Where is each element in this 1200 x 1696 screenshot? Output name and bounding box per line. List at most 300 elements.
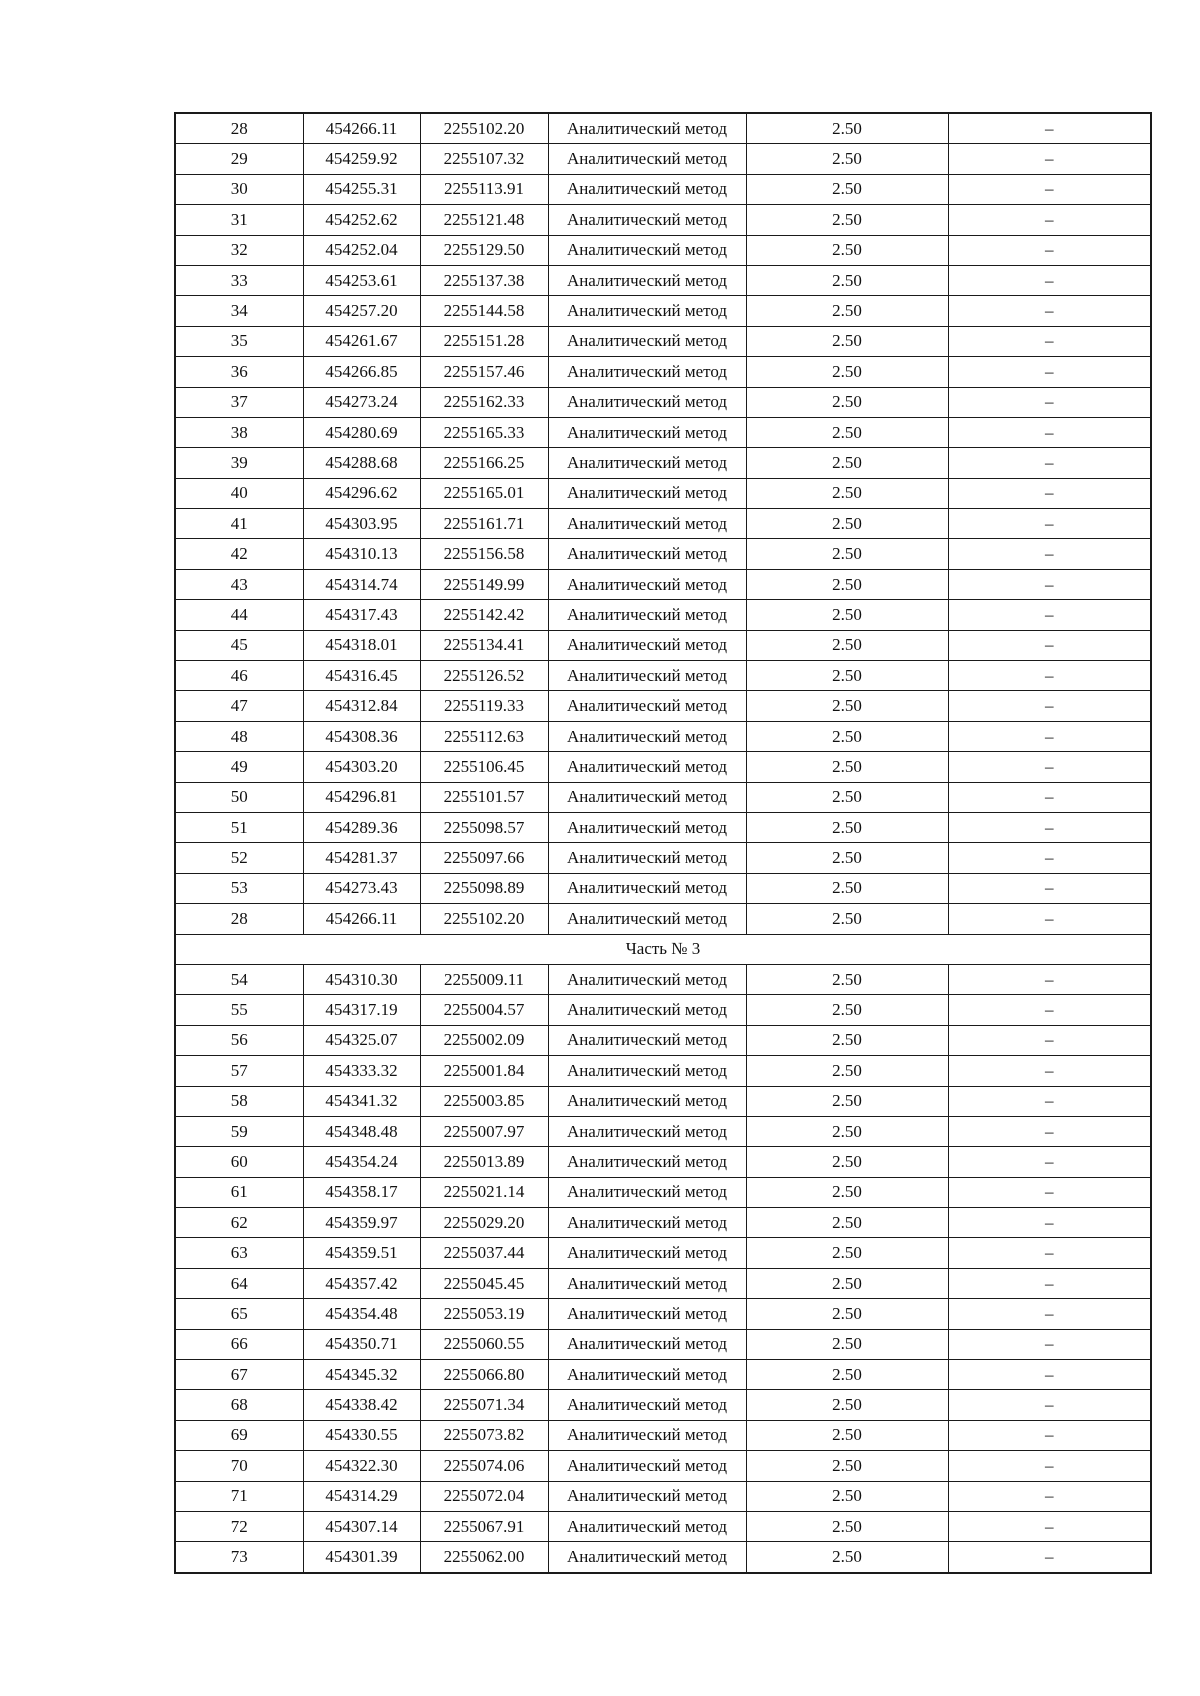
table-row [175, 296, 1151, 326]
point-number-cell: 32 [175, 235, 303, 265]
point-number-cell: 72 [175, 1511, 303, 1541]
section-title: Часть № 3 [175, 934, 1151, 964]
y-coordinate-cell: 2255162.33 [420, 387, 548, 417]
y-coordinate-cell: 2255072.04 [420, 1481, 548, 1511]
method-cell: Аналитический метод [548, 752, 746, 782]
table-row [175, 113, 1151, 144]
x-coordinate-cell: 454317.19 [303, 995, 420, 1025]
table-row [175, 1481, 1151, 1511]
x-coordinate-cell: 454338.42 [303, 1390, 420, 1420]
point-number-cell: 56 [175, 1025, 303, 1055]
x-coordinate-cell: 454266.11 [303, 904, 420, 934]
table-row [175, 661, 1151, 691]
table-row [175, 782, 1151, 812]
y-coordinate-cell: 2255097.66 [420, 843, 548, 873]
table-row [175, 600, 1151, 630]
note-cell: – [948, 174, 1151, 204]
point-number-cell: 30 [175, 174, 303, 204]
method-cell: Аналитический метод [548, 995, 746, 1025]
y-coordinate-cell: 2255003.85 [420, 1086, 548, 1116]
table-row [175, 630, 1151, 660]
point-number-cell: 47 [175, 691, 303, 721]
y-coordinate-cell: 2255101.57 [420, 782, 548, 812]
y-coordinate-cell: 2255037.44 [420, 1238, 548, 1268]
note-cell: – [948, 296, 1151, 326]
accuracy-cell: 2.50 [746, 1177, 948, 1207]
table-row [175, 205, 1151, 235]
point-number-cell: 28 [175, 113, 303, 144]
method-cell: Аналитический метод [548, 417, 746, 447]
method-cell: Аналитический метод [548, 1208, 746, 1238]
table-row [175, 1360, 1151, 1390]
table-row [175, 721, 1151, 751]
y-coordinate-cell: 2255113.91 [420, 174, 548, 204]
y-coordinate-cell: 2255121.48 [420, 205, 548, 235]
note-cell: – [948, 113, 1151, 144]
x-coordinate-cell: 454259.92 [303, 144, 420, 174]
y-coordinate-cell: 2255073.82 [420, 1420, 548, 1450]
table-row [175, 1390, 1151, 1420]
note-cell: – [948, 600, 1151, 630]
point-number-cell: 54 [175, 964, 303, 994]
accuracy-cell: 2.50 [746, 1147, 948, 1177]
table-row [175, 174, 1151, 204]
x-coordinate-cell: 454307.14 [303, 1511, 420, 1541]
point-number-cell: 66 [175, 1329, 303, 1359]
y-coordinate-cell: 2255137.38 [420, 265, 548, 295]
accuracy-cell: 2.50 [746, 843, 948, 873]
method-cell: Аналитический метод [548, 1116, 746, 1146]
note-cell: – [948, 478, 1151, 508]
method-cell: Аналитический метод [548, 630, 746, 660]
point-number-cell: 62 [175, 1208, 303, 1238]
table-row [175, 569, 1151, 599]
accuracy-cell: 2.50 [746, 1086, 948, 1116]
method-cell: Аналитический метод [548, 1299, 746, 1329]
point-number-cell: 70 [175, 1451, 303, 1481]
point-number-cell: 36 [175, 357, 303, 387]
x-coordinate-cell: 454288.68 [303, 448, 420, 478]
note-cell: – [948, 1299, 1151, 1329]
note-cell: – [948, 235, 1151, 265]
accuracy-cell: 2.50 [746, 357, 948, 387]
method-cell: Аналитический метод [548, 964, 746, 994]
x-coordinate-cell: 454354.24 [303, 1147, 420, 1177]
table-row [175, 1299, 1151, 1329]
table-row [175, 387, 1151, 417]
y-coordinate-cell: 2255165.01 [420, 478, 548, 508]
accuracy-cell: 2.50 [746, 205, 948, 235]
y-coordinate-cell: 2255126.52 [420, 661, 548, 691]
y-coordinate-cell: 2255002.09 [420, 1025, 548, 1055]
method-cell: Аналитический метод [548, 326, 746, 356]
method-cell: Аналитический метод [548, 1390, 746, 1420]
method-cell: Аналитический метод [548, 1360, 746, 1390]
note-cell: – [948, 1147, 1151, 1177]
x-coordinate-cell: 454261.67 [303, 326, 420, 356]
x-coordinate-cell: 454310.13 [303, 539, 420, 569]
table-row [175, 1268, 1151, 1298]
method-cell: Аналитический метод [548, 1511, 746, 1541]
x-coordinate-cell: 454357.42 [303, 1268, 420, 1298]
table-row [175, 144, 1151, 174]
x-coordinate-cell: 454312.84 [303, 691, 420, 721]
y-coordinate-cell: 2255161.71 [420, 509, 548, 539]
y-coordinate-cell: 2255102.20 [420, 904, 548, 934]
method-cell: Аналитический метод [548, 812, 746, 842]
point-number-cell: 29 [175, 144, 303, 174]
x-coordinate-cell: 454359.97 [303, 1208, 420, 1238]
table-row [175, 964, 1151, 994]
note-cell: – [948, 509, 1151, 539]
point-number-cell: 44 [175, 600, 303, 630]
accuracy-cell: 2.50 [746, 509, 948, 539]
point-number-cell: 63 [175, 1238, 303, 1268]
note-cell: – [948, 1238, 1151, 1268]
y-coordinate-cell: 2255119.33 [420, 691, 548, 721]
table-row [175, 1542, 1151, 1573]
x-coordinate-cell: 454345.32 [303, 1360, 420, 1390]
note-cell: – [948, 1542, 1151, 1573]
table-row [175, 235, 1151, 265]
note-cell: – [948, 326, 1151, 356]
note-cell: – [948, 1420, 1151, 1450]
accuracy-cell: 2.50 [746, 265, 948, 295]
note-cell: – [948, 1481, 1151, 1511]
note-cell: – [948, 1390, 1151, 1420]
method-cell: Аналитический метод [548, 539, 746, 569]
y-coordinate-cell: 2255144.58 [420, 296, 548, 326]
note-cell: – [948, 448, 1151, 478]
x-coordinate-cell: 454252.62 [303, 205, 420, 235]
y-coordinate-cell: 2255071.34 [420, 1390, 548, 1420]
accuracy-cell: 2.50 [746, 691, 948, 721]
y-coordinate-cell: 2255157.46 [420, 357, 548, 387]
y-coordinate-cell: 2255066.80 [420, 1360, 548, 1390]
note-cell: – [948, 995, 1151, 1025]
method-cell: Аналитический метод [548, 174, 746, 204]
x-coordinate-cell: 454255.31 [303, 174, 420, 204]
accuracy-cell: 2.50 [746, 782, 948, 812]
accuracy-cell: 2.50 [746, 569, 948, 599]
point-number-cell: 33 [175, 265, 303, 295]
point-number-cell: 28 [175, 904, 303, 934]
note-cell: – [948, 144, 1151, 174]
accuracy-cell: 2.50 [746, 1299, 948, 1329]
table-row [175, 417, 1151, 447]
note-cell: – [948, 873, 1151, 903]
accuracy-cell: 2.50 [746, 1056, 948, 1086]
accuracy-cell: 2.50 [746, 448, 948, 478]
y-coordinate-cell: 2255007.97 [420, 1116, 548, 1146]
method-cell: Аналитический метод [548, 1147, 746, 1177]
point-number-cell: 42 [175, 539, 303, 569]
accuracy-cell: 2.50 [746, 1208, 948, 1238]
method-cell: Аналитический метод [548, 296, 746, 326]
section-row [175, 934, 1151, 964]
y-coordinate-cell: 2255166.25 [420, 448, 548, 478]
x-coordinate-cell: 454266.11 [303, 113, 420, 144]
note-cell: – [948, 691, 1151, 721]
x-coordinate-cell: 454322.30 [303, 1451, 420, 1481]
note-cell: – [948, 1360, 1151, 1390]
y-coordinate-cell: 2255098.89 [420, 873, 548, 903]
method-cell: Аналитический метод [548, 1481, 746, 1511]
note-cell: – [948, 721, 1151, 751]
table-row [175, 691, 1151, 721]
point-number-cell: 58 [175, 1086, 303, 1116]
table-row [175, 478, 1151, 508]
accuracy-cell: 2.50 [746, 1268, 948, 1298]
note-cell: – [948, 1056, 1151, 1086]
point-number-cell: 50 [175, 782, 303, 812]
note-cell: – [948, 539, 1151, 569]
accuracy-cell: 2.50 [746, 1420, 948, 1450]
point-number-cell: 51 [175, 812, 303, 842]
note-cell: – [948, 1511, 1151, 1541]
point-number-cell: 41 [175, 509, 303, 539]
y-coordinate-cell: 2255009.11 [420, 964, 548, 994]
point-number-cell: 59 [175, 1116, 303, 1146]
method-cell: Аналитический метод [548, 1268, 746, 1298]
x-coordinate-cell: 454296.81 [303, 782, 420, 812]
x-coordinate-cell: 454354.48 [303, 1299, 420, 1329]
point-number-cell: 35 [175, 326, 303, 356]
note-cell: – [948, 904, 1151, 934]
table-row [175, 1451, 1151, 1481]
y-coordinate-cell: 2255134.41 [420, 630, 548, 660]
table-row [175, 1420, 1151, 1450]
y-coordinate-cell: 2255004.57 [420, 995, 548, 1025]
point-number-cell: 68 [175, 1390, 303, 1420]
point-number-cell: 64 [175, 1268, 303, 1298]
x-coordinate-cell: 454359.51 [303, 1238, 420, 1268]
note-cell: – [948, 569, 1151, 599]
x-coordinate-cell: 454314.29 [303, 1481, 420, 1511]
accuracy-cell: 2.50 [746, 661, 948, 691]
table-row [175, 509, 1151, 539]
method-cell: Аналитический метод [548, 265, 746, 295]
y-coordinate-cell: 2255045.45 [420, 1268, 548, 1298]
y-coordinate-cell: 2255142.42 [420, 600, 548, 630]
x-coordinate-cell: 454303.95 [303, 509, 420, 539]
method-cell: Аналитический метод [548, 600, 746, 630]
method-cell: Аналитический метод [548, 205, 746, 235]
x-coordinate-cell: 454266.85 [303, 357, 420, 387]
table-row [175, 1208, 1151, 1238]
table-row [175, 1177, 1151, 1207]
table-row [175, 1086, 1151, 1116]
point-number-cell: 40 [175, 478, 303, 508]
x-coordinate-cell: 454252.04 [303, 235, 420, 265]
method-cell: Аналитический метод [548, 843, 746, 873]
table-row [175, 539, 1151, 569]
point-number-cell: 55 [175, 995, 303, 1025]
x-coordinate-cell: 454273.24 [303, 387, 420, 417]
coordinates-table [174, 112, 1152, 1574]
note-cell: – [948, 387, 1151, 417]
y-coordinate-cell: 2255067.91 [420, 1511, 548, 1541]
table-row [175, 1329, 1151, 1359]
point-number-cell: 67 [175, 1360, 303, 1390]
y-coordinate-cell: 2255112.63 [420, 721, 548, 751]
x-coordinate-cell: 454317.43 [303, 600, 420, 630]
accuracy-cell: 2.50 [746, 1329, 948, 1359]
table-row [175, 448, 1151, 478]
x-coordinate-cell: 454350.71 [303, 1329, 420, 1359]
point-number-cell: 46 [175, 661, 303, 691]
point-number-cell: 60 [175, 1147, 303, 1177]
table-row [175, 812, 1151, 842]
accuracy-cell: 2.50 [746, 1390, 948, 1420]
accuracy-cell: 2.50 [746, 417, 948, 447]
method-cell: Аналитический метод [548, 1238, 746, 1268]
method-cell: Аналитический метод [548, 1025, 746, 1055]
accuracy-cell: 2.50 [746, 1511, 948, 1541]
note-cell: – [948, 1268, 1151, 1298]
point-number-cell: 65 [175, 1299, 303, 1329]
y-coordinate-cell: 2255156.58 [420, 539, 548, 569]
note-cell: – [948, 752, 1151, 782]
x-coordinate-cell: 454348.48 [303, 1116, 420, 1146]
note-cell: – [948, 843, 1151, 873]
method-cell: Аналитический метод [548, 1542, 746, 1573]
method-cell: Аналитический метод [548, 387, 746, 417]
x-coordinate-cell: 454318.01 [303, 630, 420, 660]
note-cell: – [948, 661, 1151, 691]
accuracy-cell: 2.50 [746, 387, 948, 417]
x-coordinate-cell: 454253.61 [303, 265, 420, 295]
accuracy-cell: 2.50 [746, 144, 948, 174]
note-cell: – [948, 265, 1151, 295]
table-row [175, 904, 1151, 934]
x-coordinate-cell: 454301.39 [303, 1542, 420, 1573]
accuracy-cell: 2.50 [746, 964, 948, 994]
method-cell: Аналитический метод [548, 1451, 746, 1481]
method-cell: Аналитический метод [548, 478, 746, 508]
x-coordinate-cell: 454358.17 [303, 1177, 420, 1207]
accuracy-cell: 2.50 [746, 600, 948, 630]
note-cell: – [948, 417, 1151, 447]
method-cell: Аналитический метод [548, 1056, 746, 1086]
note-cell: – [948, 1177, 1151, 1207]
table-row [175, 265, 1151, 295]
note-cell: – [948, 1116, 1151, 1146]
y-coordinate-cell: 2255107.32 [420, 144, 548, 174]
x-coordinate-cell: 454273.43 [303, 873, 420, 903]
note-cell: – [948, 964, 1151, 994]
accuracy-cell: 2.50 [746, 873, 948, 903]
point-number-cell: 38 [175, 417, 303, 447]
coordinates-table-body [175, 113, 1151, 1573]
note-cell: – [948, 1208, 1151, 1238]
note-cell: – [948, 782, 1151, 812]
method-cell: Аналитический метод [548, 448, 746, 478]
accuracy-cell: 2.50 [746, 752, 948, 782]
x-coordinate-cell: 454310.30 [303, 964, 420, 994]
note-cell: – [948, 1451, 1151, 1481]
method-cell: Аналитический метод [548, 661, 746, 691]
table-row [175, 752, 1151, 782]
y-coordinate-cell: 2255029.20 [420, 1208, 548, 1238]
table-row [175, 1511, 1151, 1541]
x-coordinate-cell: 454325.07 [303, 1025, 420, 1055]
point-number-cell: 69 [175, 1420, 303, 1450]
y-coordinate-cell: 2255013.89 [420, 1147, 548, 1177]
point-number-cell: 49 [175, 752, 303, 782]
method-cell: Аналитический метод [548, 569, 746, 599]
method-cell: Аналитический метод [548, 873, 746, 903]
accuracy-cell: 2.50 [746, 1481, 948, 1511]
y-coordinate-cell: 2255053.19 [420, 1299, 548, 1329]
method-cell: Аналитический метод [548, 113, 746, 144]
x-coordinate-cell: 454281.37 [303, 843, 420, 873]
accuracy-cell: 2.50 [746, 995, 948, 1025]
method-cell: Аналитический метод [548, 691, 746, 721]
y-coordinate-cell: 2255129.50 [420, 235, 548, 265]
x-coordinate-cell: 454289.36 [303, 812, 420, 842]
x-coordinate-cell: 454296.62 [303, 478, 420, 508]
accuracy-cell: 2.50 [746, 326, 948, 356]
point-number-cell: 39 [175, 448, 303, 478]
note-cell: – [948, 1025, 1151, 1055]
point-number-cell: 34 [175, 296, 303, 326]
accuracy-cell: 2.50 [746, 630, 948, 660]
x-coordinate-cell: 454257.20 [303, 296, 420, 326]
accuracy-cell: 2.50 [746, 812, 948, 842]
y-coordinate-cell: 2255062.00 [420, 1542, 548, 1573]
y-coordinate-cell: 2255001.84 [420, 1056, 548, 1086]
table-row [175, 1025, 1151, 1055]
accuracy-cell: 2.50 [746, 904, 948, 934]
method-cell: Аналитический метод [548, 1329, 746, 1359]
method-cell: Аналитический метод [548, 1177, 746, 1207]
accuracy-cell: 2.50 [746, 1360, 948, 1390]
method-cell: Аналитический метод [548, 144, 746, 174]
y-coordinate-cell: 2255149.99 [420, 569, 548, 599]
y-coordinate-cell: 2255021.14 [420, 1177, 548, 1207]
x-coordinate-cell: 454330.55 [303, 1420, 420, 1450]
accuracy-cell: 2.50 [746, 539, 948, 569]
table-row [175, 995, 1151, 1025]
y-coordinate-cell: 2255060.55 [420, 1329, 548, 1359]
method-cell: Аналитический метод [548, 357, 746, 387]
y-coordinate-cell: 2255106.45 [420, 752, 548, 782]
point-number-cell: 48 [175, 721, 303, 751]
method-cell: Аналитический метод [548, 721, 746, 751]
accuracy-cell: 2.50 [746, 174, 948, 204]
accuracy-cell: 2.50 [746, 478, 948, 508]
table-row [175, 1056, 1151, 1086]
accuracy-cell: 2.50 [746, 296, 948, 326]
table-row [175, 873, 1151, 903]
point-number-cell: 43 [175, 569, 303, 599]
x-coordinate-cell: 454316.45 [303, 661, 420, 691]
point-number-cell: 71 [175, 1481, 303, 1511]
x-coordinate-cell: 454314.74 [303, 569, 420, 599]
point-number-cell: 73 [175, 1542, 303, 1573]
table-row [175, 1238, 1151, 1268]
note-cell: – [948, 357, 1151, 387]
point-number-cell: 61 [175, 1177, 303, 1207]
x-coordinate-cell: 454341.32 [303, 1086, 420, 1116]
x-coordinate-cell: 454308.36 [303, 721, 420, 751]
accuracy-cell: 2.50 [746, 721, 948, 751]
accuracy-cell: 2.50 [746, 1116, 948, 1146]
point-number-cell: 45 [175, 630, 303, 660]
accuracy-cell: 2.50 [746, 235, 948, 265]
accuracy-cell: 2.50 [746, 1542, 948, 1573]
